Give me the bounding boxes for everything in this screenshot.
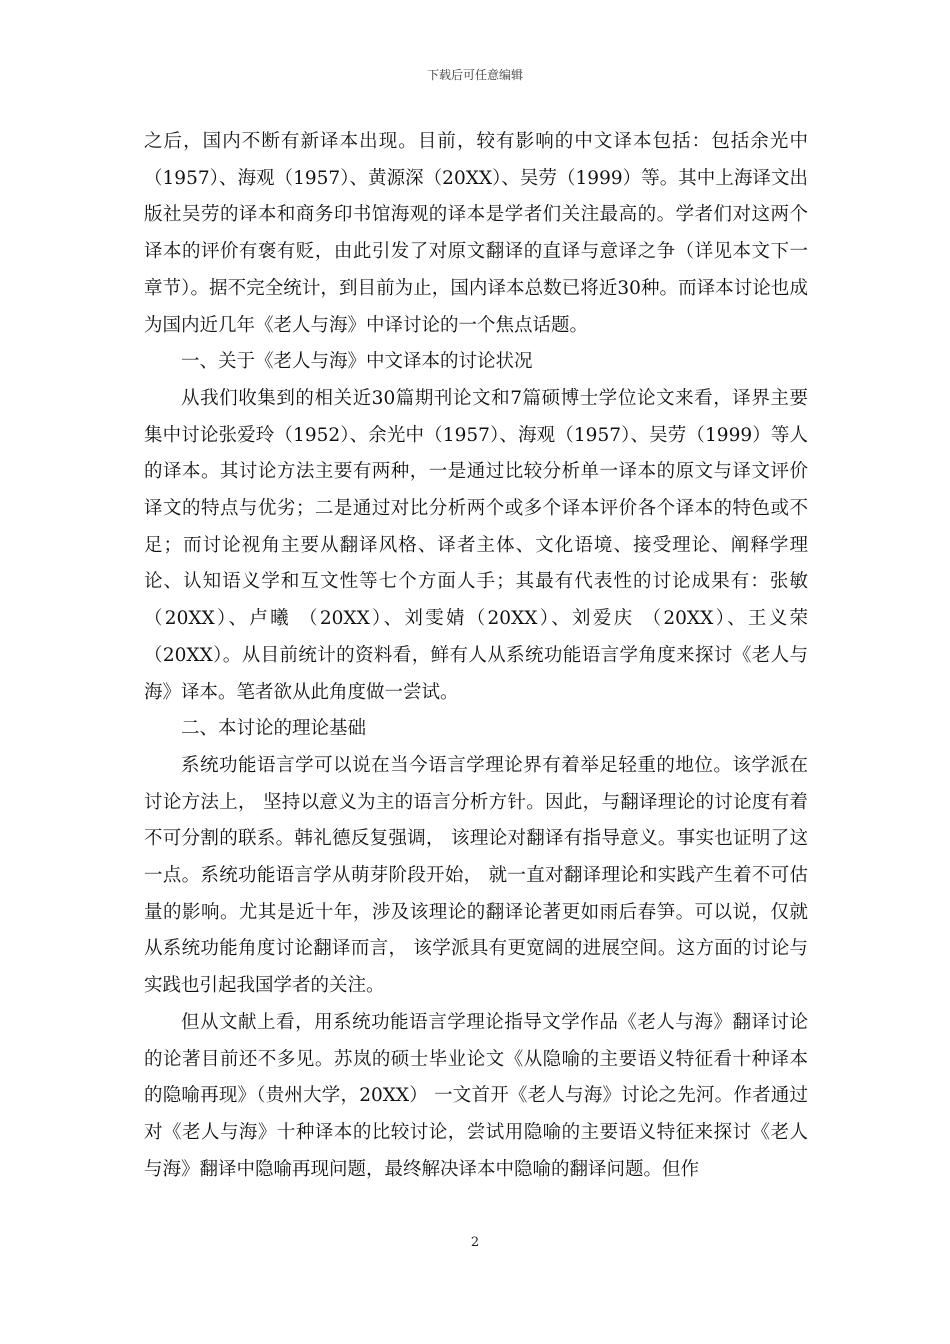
paragraph-continuation: 之后，国内不断有新译本出现。目前，较有影响的中文译本包括：包括余光中（1957）、海观（1957）、黄源深（20XX）、吴劳（1999）等。其中上海译文出版社吴劳的译本和商务印书馆海观的译本是学者们关注最高的。学者们对这两个译本的评价有褒有贬，由此引发了对原文翻译的直译与意译之争（详见本文下一章节）。据不完全统计，到目前为止，国内译本总数已将近30种。而译本讨论也成为国内近几年《老人与海》中译讨论的一个焦点话题。: [144, 131, 808, 336]
section-heading-1: 一、关于《老人与海》中文译本的讨论状况: [181, 351, 533, 373]
paragraph: 但从文献上看，用系统功能语言学理论指导文学作品《老人与海》翻译讨论的论著目前还不多见。苏岚的硕士毕业论文《从隐喻的主要语义特征看十种译本的隐喻再现》（贵州大学，20XX） 一文首开《老人与海》讨论之先河。作者通过对《老人与海》十种译本的比较讨论，尝试用隐喻的主要语义特征来探讨《老人与海》翻译中隐喻再现问题，最终解决译本中隐喻的翻译问题。但作: [144, 1011, 808, 1180]
section-heading-2: 二、本讨论的理论基础: [181, 718, 367, 740]
page-number: 2: [470, 1235, 480, 1250]
page-header: 下载后可任意编辑: [426, 68, 523, 82]
paragraph: 从我们收集到的相关近30篇期刊论文和7篇硕博士学位论文来看，译界主要集中讨论张爱玲（1952）、余光中（1957）、海观（1957）、吴劳（1999）等人的译本。其讨论方法主要有两种，一是通过比较分析单一译本的原文与译文评价译文的特点与优劣；二是通过对比分析两个或多个译本评价各个译本的特色或不足；而讨论视角主要从翻译风格、译者主体、文化语境、接受理论、阐释学理论、认知语义学和互文性等七个方面人手；其最有代表性的讨论成果有：张敏 （20XX）、卢曦 （20XX）、刘雯婧（20XX）、刘爱庆 （20XX）、王义荣（20XX）。从目前统计的资料看，鲜有人从系统功能语言学角度来探讨《老人与海》译本。笔者欲从此角度做一尝试。: [144, 387, 808, 703]
body-text: [144, 124, 808, 1188]
paragraph: 系统功能语言学可以说在当今语言学理论界有着举足轻重的地位。该学派在讨论方法上， 坚持以意义为主的语言分析方针。因此，与翻译理论的讨论度有着不可分割的联系。韩礼德反复强调， 该理论对翻译有指导意义。事实也证明了这一点。系统功能语言学从萌芽阶段开始， 就一直对翻译理论和实践产生着不可估量的影响。尤其是近十年，涉及该理论的翻译论著更如雨后春笋。可以说，仅就从系统功能角度讨论翻译而言， 该学派具有更宽阔的进展空间。这方面的讨论与实践也引起我国学者的关注。: [144, 754, 808, 997]
